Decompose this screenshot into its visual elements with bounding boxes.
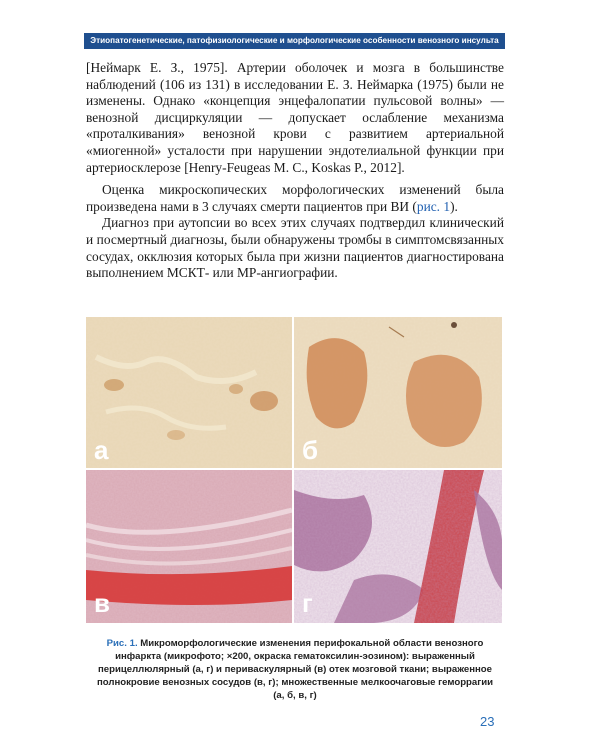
micrograph-panel-d <box>294 470 502 623</box>
figure-caption <box>96 637 494 702</box>
panel-label-b: б <box>302 435 319 465</box>
paragraph-2-end: ). <box>450 198 458 214</box>
paragraph-3: Диагноз при аутопсии во всех этих случаях подтвердил клинический и посмертный диагнозы, были обнаружены тромбы в симптомсвязанных сосудах, окклюзия которых была при жизни пациентов диагностирована выполнением МСКТ- или МР-ангиографии. <box>86 215 504 281</box>
paragraph-2 <box>86 182 504 215</box>
page-number: 23 <box>480 714 495 729</box>
paragraph-2-text: Оценка микроскопических морфологических изменений была произведена нами в 3 случаях смерти пациентов при ВИ ( <box>86 182 504 214</box>
micrograph-panel-b <box>294 317 502 468</box>
figure-caption-text: Микроморфологические изменения перифокальной области венозного инфаркта (микрофото; ×200, окраска гематоксилин-эозином): выраженный перицеллюлярный (а, г) и периваскулярный (в) отек мозговой ткани; выраженное полнокровие венозных сосудов (в, г); множественные мелкоочаговые геморрагии (а, б, в, г) <box>96 638 494 701</box>
micrograph-b-image <box>294 317 502 468</box>
micrograph-panel-a <box>86 317 292 468</box>
panel-label-d: г <box>302 588 313 618</box>
figure-reference-link[interactable]: рис. 1 <box>416 198 451 214</box>
panel-label-a: а <box>94 435 109 465</box>
micrograph-d-image <box>294 470 502 623</box>
paragraph-1: [Неймарк Е. З., 1975]. Артерии оболочек и мозга в большинстве наблюдений (106 из 131) в исследовании Е. З. Неймарка (1975) были не изменены. Однако «концепция энцефалопатии пульсовой волны» — венозной дисциркуляции — допускает ослабление механизма «проталкивания» венозной крови с развитием артериальной «миогенной» усталости при нарушении эндотелиальной функции при артериосклерозе [Henry-Feugeas M. C., Koskas P., 2012]. <box>86 60 504 175</box>
figure-caption-label: Рис. 1. <box>106 638 138 649</box>
running-header: Этиопатогенетические, патофизиологические и морфологические особенности венозного инсульта <box>84 33 505 49</box>
micrograph-c-image <box>86 470 292 623</box>
body-text <box>86 60 504 282</box>
figure-microphotos <box>86 317 502 623</box>
panel-label-c: в <box>94 588 110 618</box>
micrograph-a-image <box>86 317 292 468</box>
micrograph-panel-c <box>86 470 292 623</box>
